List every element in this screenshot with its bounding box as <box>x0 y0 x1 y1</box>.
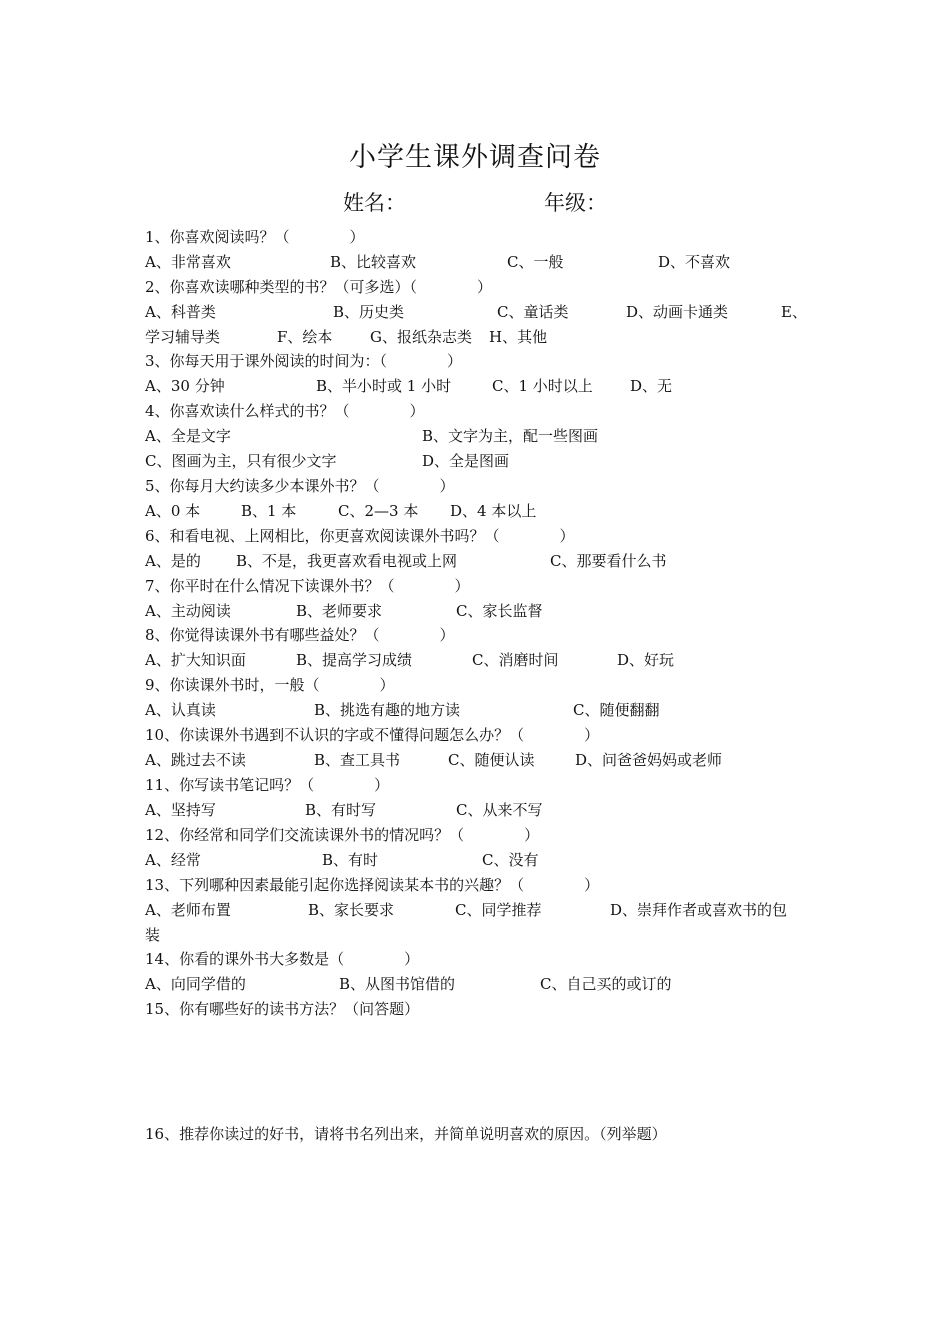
q8-option-d: D、好玩 <box>617 651 675 669</box>
q8-option-a: A、扩大知识面 <box>145 651 246 669</box>
q10-option-a: A、跳过去不读 <box>145 751 246 769</box>
q13-option-b: B、家长要求 <box>308 901 395 919</box>
question-14: 14、你看的课外书大多数是（ ） <box>145 950 420 968</box>
q5-option-c: C、2—3 本 <box>338 502 419 520</box>
q2-option-g: G、报纸杂志类 <box>370 328 472 346</box>
grade-label: 年级： <box>544 191 607 215</box>
question-16: 16、推荐你读过的好书，请将书名列出来，并简单说明喜欢的原因。（列举题） <box>145 1125 667 1143</box>
q5-option-a: A、0 本 <box>145 502 201 520</box>
q1-option-a: A、非常喜欢 <box>145 253 231 271</box>
q6-option-b: B、不是，我更喜欢看电视或上网 <box>236 552 458 570</box>
q10-option-d: D、问爸爸妈妈或老师 <box>575 751 723 769</box>
q6-option-a: A、是的 <box>145 552 201 570</box>
q11-option-c: C、从来不写 <box>456 801 543 819</box>
q13-option-d: D、崇拜作者或喜欢书的包 <box>610 901 788 919</box>
question-12: 12、你经常和同学们交流读课外书的情况吗？（ ） <box>145 826 540 844</box>
q2-option-f: F、绘本 <box>277 328 333 346</box>
q9-option-b: B、挑选有趣的地方读 <box>314 701 461 719</box>
q3-option-d: D、无 <box>630 377 673 395</box>
question-13: 13、下列哪种因素最能引起你选择阅读某本书的兴趣？（ ） <box>145 876 600 894</box>
q4-option-c: C、图画为主，只有很少文字 <box>145 452 337 470</box>
q7-option-c: C、家长监督 <box>456 602 543 620</box>
q12-option-b: B、有时 <box>322 851 379 869</box>
q3-option-a: A、30 分钟 <box>145 377 225 395</box>
q4-option-d: D、全是图画 <box>422 452 510 470</box>
q14-option-c: C、自己买的或订的 <box>540 975 672 993</box>
question-1: 1、你喜欢阅读吗？（ ） <box>145 228 365 246</box>
q8-option-b: B、提高学习成绩 <box>296 651 413 669</box>
q1-option-b: B、比较喜欢 <box>330 253 417 271</box>
q3-option-b: B、半小时或 1 小时 <box>316 377 452 395</box>
q9-option-a: A、认真读 <box>145 701 216 719</box>
q9-option-c: C、随便翻翻 <box>573 701 660 719</box>
q7-option-b: B、老师要求 <box>296 602 383 620</box>
q1-option-c: C、一般 <box>507 253 564 271</box>
q12-option-c: C、没有 <box>482 851 539 869</box>
q11-option-a: A、坚持写 <box>145 801 216 819</box>
question-2: 2、你喜欢读哪种类型的书？（可多选）（ ） <box>145 278 493 296</box>
question-11: 11、你写读书笔记吗？（ ） <box>145 776 390 794</box>
q2-option-c: C、童话类 <box>497 303 569 321</box>
q13-option-a: A、老师布置 <box>145 901 231 919</box>
q13-option-d-continued: 装 <box>145 926 161 944</box>
q2-option-h: H、其他 <box>489 328 548 346</box>
q13-option-c: C、同学推荐 <box>455 901 542 919</box>
q4-option-b: B、文字为主，配一些图画 <box>422 427 599 445</box>
q3-option-c: C、1 小时以上 <box>492 377 593 395</box>
q1-option-d: D、不喜欢 <box>658 253 731 271</box>
q5-option-d: D、4 本以上 <box>450 502 537 520</box>
question-5: 5、你每月大约读多少本课外书？（ ） <box>145 477 455 495</box>
q14-option-b: B、从图书馆借的 <box>339 975 456 993</box>
q2-option-e-continued: 学习辅导类 <box>145 328 221 346</box>
page-title: 小学生课外调查问卷 <box>349 142 601 173</box>
name-label: 姓名： <box>343 191 406 215</box>
question-3: 3、你每天用于课外阅读的时间为：（ ） <box>145 352 463 370</box>
q10-option-c: C、随便认读 <box>448 751 535 769</box>
question-6: 6、和看电视、上网相比，你更喜欢阅读课外书吗？（ ） <box>145 527 575 545</box>
question-9: 9、你读课外书时，一般（ ） <box>145 676 395 694</box>
q4-option-a: A、全是文字 <box>145 427 231 445</box>
question-10: 10、你读课外书遇到不认识的字或不懂得问题怎么办？（ ） <box>145 726 600 744</box>
q12-option-a: A、经常 <box>145 851 201 869</box>
q11-option-b: B、有时写 <box>305 801 377 819</box>
question-15: 15、你有哪些好的读书方法？（问答题） <box>145 1000 420 1018</box>
q2-option-a: A、科普类 <box>145 303 216 321</box>
question-4: 4、你喜欢读什么样式的书？（ ） <box>145 402 425 420</box>
q2-option-d: D、动画卡通类 <box>626 303 729 321</box>
question-7: 7、你平时在什么情况下读课外书？（ ） <box>145 577 470 595</box>
q5-option-b: B、1 本 <box>241 502 297 520</box>
q6-option-c: C、那要看什么书 <box>550 552 667 570</box>
q10-option-b: B、查工具书 <box>314 751 401 769</box>
q2-option-e: E、 <box>781 303 807 321</box>
q8-option-c: C、消磨时间 <box>472 651 559 669</box>
q2-option-b: B、历史类 <box>333 303 405 321</box>
q7-option-a: A、主动阅读 <box>145 602 231 620</box>
q14-option-a: A、向同学借的 <box>145 975 246 993</box>
question-8: 8、你觉得读课外书有哪些益处？（ ） <box>145 626 455 644</box>
